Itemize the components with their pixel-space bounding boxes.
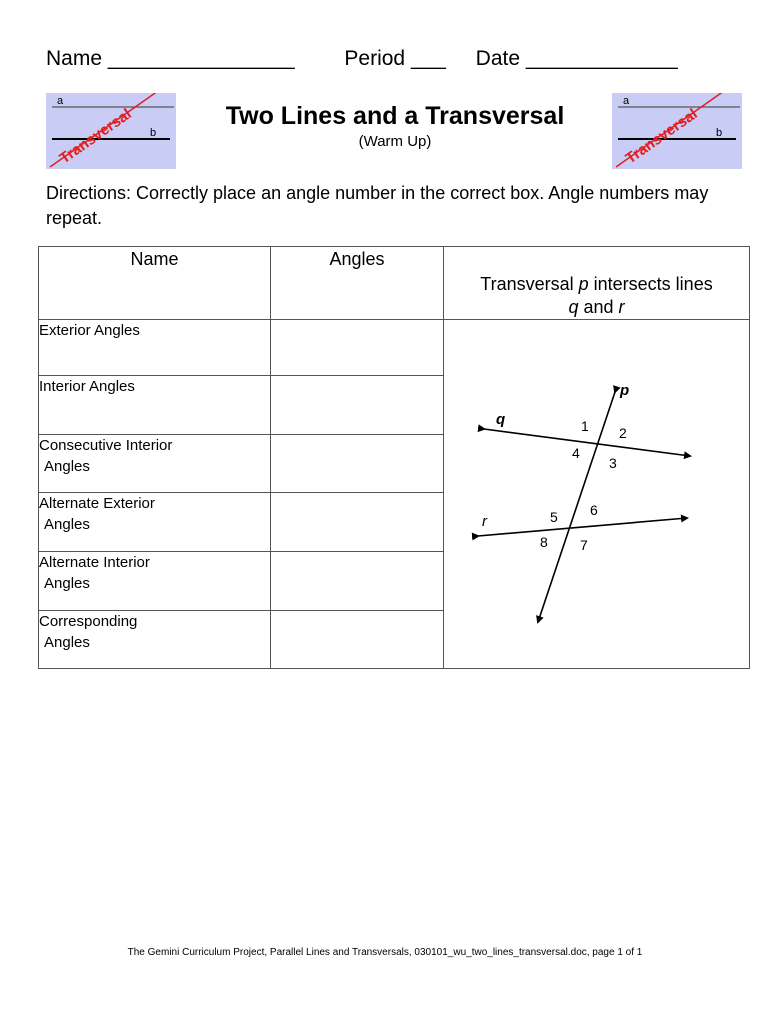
line-r — [478, 518, 687, 536]
angle-8: 8 — [540, 534, 548, 550]
label-r: r — [482, 513, 487, 530]
angle-5: 5 — [550, 509, 558, 525]
name-field-label[interactable]: Name ________________ — [46, 47, 295, 70]
header-angles: Angles — [271, 247, 444, 320]
logo-transversal-label: Transversal — [622, 105, 701, 168]
page-subtitle: (Warm Up) — [358, 133, 432, 150]
angle-6: 6 — [590, 502, 598, 518]
logo-transversal-label: Transversal — [56, 105, 135, 168]
answer-cell[interactable] — [271, 611, 444, 669]
row-label: Alternate Interior Angles — [39, 552, 271, 611]
label-p: p — [620, 382, 630, 399]
label-q: q — [496, 411, 506, 428]
transversal-diagram — [444, 320, 749, 664]
table-row — [39, 320, 750, 376]
directions-text: Directions: Correctly place an angle number in the correct box. Angle numbers may repeat. — [46, 183, 709, 228]
logo-label-a: a — [623, 95, 630, 107]
period-field-label[interactable]: Period ___ — [344, 47, 446, 70]
angle-7: 7 — [580, 537, 588, 553]
header-name: Name — [39, 247, 271, 320]
logo-label-a: a — [57, 95, 64, 107]
angle-2: 2 — [619, 425, 627, 441]
title-block — [190, 100, 600, 152]
line-p — [538, 392, 615, 622]
page-title: Two Lines and a Transversal — [225, 102, 565, 130]
row-label: Alternate Exterior Angles — [39, 493, 271, 552]
table-header-row — [39, 247, 750, 320]
header-diagram-caption: Transversal p intersects lines q and r — [444, 247, 750, 320]
logo-label-b: b — [716, 127, 723, 139]
angle-1: 1 — [581, 418, 589, 434]
answer-cell[interactable] — [271, 434, 444, 493]
diagram-cell — [444, 320, 750, 669]
angles-table — [38, 246, 750, 669]
row-label: Interior Angles — [39, 375, 271, 434]
angle-3: 3 — [609, 455, 617, 471]
answer-cell[interactable] — [271, 375, 444, 434]
transversal-logo-graphic — [46, 93, 176, 169]
date-field-label[interactable]: Date _____________ — [475, 47, 678, 70]
row-label: Exterior Angles — [39, 320, 271, 376]
page-footer: The Gemini Curriculum Project, Parallel Lines and Transversals, 030101_wu_two_lines_transversal.doc, page 1 of 1 — [127, 947, 643, 958]
transversal-logo-graphic — [612, 93, 742, 169]
header-fields — [46, 47, 678, 71]
logo-label-b: b — [150, 127, 157, 139]
answer-cell[interactable] — [271, 493, 444, 552]
angle-4: 4 — [572, 445, 580, 461]
transversal-logo-left — [46, 93, 176, 169]
transversal-logo-right — [612, 93, 742, 169]
answer-cell[interactable] — [271, 320, 444, 376]
row-label: Consecutive Interior Angles — [39, 434, 271, 493]
answer-cell[interactable] — [271, 552, 444, 611]
row-label: Corresponding Angles — [39, 611, 271, 669]
